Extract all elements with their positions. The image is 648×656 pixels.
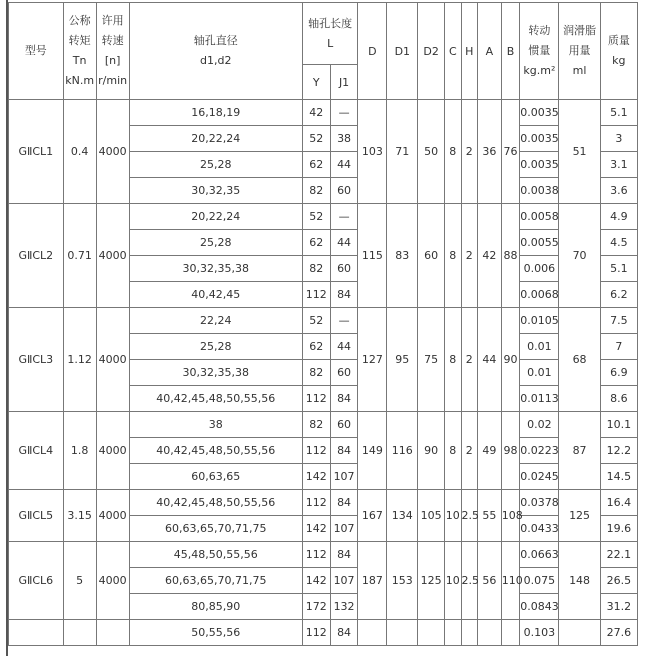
cell-D2 — [418, 620, 445, 646]
cell-torque: 0.71 — [63, 204, 96, 308]
header-B: B — [501, 3, 520, 100]
cell-length-Y: 112 — [302, 542, 330, 568]
cell-model: GⅡCL6 — [9, 542, 64, 620]
header-grease: 润滑脂 用量 ml — [559, 3, 600, 100]
cell-B: 90 — [501, 308, 520, 412]
cell-inertia: 0.0433 — [520, 516, 559, 542]
cell-length-J1: 44 — [330, 230, 358, 256]
cell-D: 167 — [358, 490, 387, 542]
cell-speed: 4000 — [96, 542, 129, 620]
cell-inertia: 0.0245 — [520, 464, 559, 490]
cell-A: 56 — [478, 542, 502, 620]
cell-speed: 4000 — [96, 100, 129, 204]
cell-length-Y: 112 — [302, 490, 330, 516]
table-row — [9, 620, 638, 646]
header-H: H — [461, 3, 477, 100]
cell-A — [478, 620, 502, 646]
cell-length-Y: 112 — [302, 438, 330, 464]
cell-C — [445, 620, 461, 646]
cell-speed: 4000 — [96, 412, 129, 490]
cell-speed: 4000 — [96, 308, 129, 412]
cell-inertia: 0.075 — [520, 568, 559, 594]
cell-H — [461, 620, 477, 646]
cell-length-Y: 52 — [302, 126, 330, 152]
coupling-spec-table — [8, 2, 638, 646]
cell-D1: 116 — [387, 412, 418, 490]
table-row — [9, 100, 638, 126]
table-row — [9, 542, 638, 568]
cell-length-Y: 172 — [302, 594, 330, 620]
cell-C: 8 — [445, 412, 461, 490]
cell-bore-diameter: 80,85,90 — [129, 594, 302, 620]
cell-bore-diameter: 30,32,35,38 — [129, 256, 302, 282]
cell-length-Y: 142 — [302, 516, 330, 542]
cell-A: 49 — [478, 412, 502, 490]
cell-inertia: 0.0035 — [520, 152, 559, 178]
cell-model: GⅡCL1 — [9, 100, 64, 204]
cell-mass: 6.9 — [600, 360, 637, 386]
cell-grease: 87 — [559, 412, 600, 490]
cell-D2: 75 — [418, 308, 445, 412]
cell-mass: 27.6 — [600, 620, 637, 646]
cell-bore-diameter: 45,48,50,55,56 — [129, 542, 302, 568]
cell-length-J1: 84 — [330, 490, 358, 516]
header-J1: J1 — [330, 65, 358, 100]
cell-H: 2 — [461, 412, 477, 490]
header-C: C — [445, 3, 461, 100]
cell-length-J1: 38 — [330, 126, 358, 152]
cell-length-J1: 60 — [330, 412, 358, 438]
cell-length-J1: 44 — [330, 152, 358, 178]
cell-mass: 4.9 — [600, 204, 637, 230]
cell-mass: 5.1 — [600, 100, 637, 126]
cell-torque: 3.15 — [63, 490, 96, 542]
cell-inertia: 0.103 — [520, 620, 559, 646]
spec-table-body — [9, 3, 638, 646]
cell-inertia: 0.0038 — [520, 178, 559, 204]
cell-inertia: 0.006 — [520, 256, 559, 282]
cell-D: 103 — [358, 100, 387, 204]
cell-length-J1: 107 — [330, 568, 358, 594]
cell-grease: 125 — [559, 490, 600, 542]
cell-torque: 5 — [63, 542, 96, 620]
cell-bore-diameter: 25,28 — [129, 152, 302, 178]
cell-length-Y: 82 — [302, 412, 330, 438]
cell-bore-diameter: 16,18,19 — [129, 100, 302, 126]
cell-grease: 68 — [559, 308, 600, 412]
cell-H: 2.5 — [461, 542, 477, 620]
cell-mass: 22.1 — [600, 542, 637, 568]
cell-length-J1: 132 — [330, 594, 358, 620]
cell-length-J1: 84 — [330, 386, 358, 412]
cell-model: GⅡCL3 — [9, 308, 64, 412]
cell-B — [501, 620, 520, 646]
header-inertia: 转动 惯量 kg.m² — [520, 3, 559, 100]
cell-length-Y: 62 — [302, 230, 330, 256]
cell-bore-diameter: 30,32,35,38 — [129, 360, 302, 386]
cell-B: 88 — [501, 204, 520, 308]
cell-length-Y: 142 — [302, 568, 330, 594]
cell-bore-diameter: 20,22,24 — [129, 126, 302, 152]
cell-H: 2 — [461, 308, 477, 412]
cell-mass: 3 — [600, 126, 637, 152]
cell-model — [9, 620, 64, 646]
cell-D1: 95 — [387, 308, 418, 412]
cell-length-J1: — — [330, 308, 358, 334]
cell-D2: 125 — [418, 542, 445, 620]
header-Y: Y — [302, 65, 330, 100]
cell-inertia: 0.0223 — [520, 438, 559, 464]
cell-D1: 83 — [387, 204, 418, 308]
cell-grease: 70 — [559, 204, 600, 308]
cell-inertia: 0.0068 — [520, 282, 559, 308]
header-bore-diameter: 轴孔直径 d1,d2 — [129, 3, 302, 100]
header-row-1 — [9, 3, 638, 65]
cell-model: GⅡCL4 — [9, 412, 64, 490]
cell-inertia: 0.0378 — [520, 490, 559, 516]
cell-A: 36 — [478, 100, 502, 204]
cell-length-J1: 84 — [330, 438, 358, 464]
cell-speed: 4000 — [96, 204, 129, 308]
cell-mass: 8.6 — [600, 386, 637, 412]
cell-B: 98 — [501, 412, 520, 490]
cell-torque — [63, 620, 96, 646]
cell-C: 8 — [445, 308, 461, 412]
cell-torque: 1.8 — [63, 412, 96, 490]
cell-length-Y: 62 — [302, 334, 330, 360]
cell-length-Y: 42 — [302, 100, 330, 126]
cell-bore-diameter: 60,63,65,70,71,75 — [129, 516, 302, 542]
cell-inertia: 0.02 — [520, 412, 559, 438]
cell-D1: 153 — [387, 542, 418, 620]
cell-mass: 14.5 — [600, 464, 637, 490]
cell-D2: 50 — [418, 100, 445, 204]
cell-C: 10 — [445, 542, 461, 620]
cell-D2: 60 — [418, 204, 445, 308]
cell-H: 2.5 — [461, 490, 477, 542]
cell-mass: 12.2 — [600, 438, 637, 464]
cell-D1: 134 — [387, 490, 418, 542]
cell-bore-diameter: 40,42,45 — [129, 282, 302, 308]
cell-A: 42 — [478, 204, 502, 308]
header-model: 型号 — [9, 3, 64, 100]
cell-speed — [96, 620, 129, 646]
cell-bore-diameter: 22,24 — [129, 308, 302, 334]
cell-inertia: 0.0035 — [520, 126, 559, 152]
cell-grease: 51 — [559, 100, 600, 204]
cell-torque: 0.4 — [63, 100, 96, 204]
cell-mass: 31.2 — [600, 594, 637, 620]
cell-length-J1: 60 — [330, 256, 358, 282]
cell-length-J1: 84 — [330, 542, 358, 568]
cell-length-Y: 82 — [302, 360, 330, 386]
cell-bore-diameter: 40,42,45,48,50,55,56 — [129, 386, 302, 412]
cell-bore-diameter: 50,55,56 — [129, 620, 302, 646]
cell-mass: 7 — [600, 334, 637, 360]
cell-model: GⅡCL2 — [9, 204, 64, 308]
cell-inertia: 0.01 — [520, 360, 559, 386]
table-row — [9, 412, 638, 438]
cell-length-Y: 112 — [302, 386, 330, 412]
cell-D: 187 — [358, 542, 387, 620]
header-mass: 质量 kg — [600, 3, 637, 100]
cell-inertia: 0.0058 — [520, 204, 559, 230]
cell-D2: 90 — [418, 412, 445, 490]
cell-D: 115 — [358, 204, 387, 308]
cell-length-Y: 142 — [302, 464, 330, 490]
cell-D1 — [387, 620, 418, 646]
cell-mass: 19.6 — [600, 516, 637, 542]
cell-inertia: 0.0113 — [520, 386, 559, 412]
cell-C: 8 — [445, 204, 461, 308]
cell-inertia: 0.0105 — [520, 308, 559, 334]
cell-mass: 3.6 — [600, 178, 637, 204]
cell-mass: 5.1 — [600, 256, 637, 282]
cell-bore-diameter: 25,28 — [129, 230, 302, 256]
cell-length-Y: 82 — [302, 178, 330, 204]
cell-B: 110 — [501, 542, 520, 620]
cell-length-J1: 60 — [330, 178, 358, 204]
cell-length-J1: 60 — [330, 360, 358, 386]
cell-mass: 16.4 — [600, 490, 637, 516]
cell-mass: 26.5 — [600, 568, 637, 594]
cell-length-J1: 107 — [330, 516, 358, 542]
cell-B: 108 — [501, 490, 520, 542]
cell-length-Y: 52 — [302, 204, 330, 230]
cell-D1: 71 — [387, 100, 418, 204]
cell-bore-diameter: 60,63,65 — [129, 464, 302, 490]
cell-D: 149 — [358, 412, 387, 490]
cell-mass: 3.1 — [600, 152, 637, 178]
cell-H: 2 — [461, 204, 477, 308]
cell-bore-diameter: 40,42,45,48,50,55,56 — [129, 438, 302, 464]
cell-torque: 1.12 — [63, 308, 96, 412]
cell-A: 44 — [478, 308, 502, 412]
cell-inertia: 0.0035 — [520, 100, 559, 126]
cell-D2: 105 — [418, 490, 445, 542]
header-A: A — [478, 3, 502, 100]
cell-length-J1: 44 — [330, 334, 358, 360]
cell-grease — [559, 620, 600, 646]
cell-mass: 4.5 — [600, 230, 637, 256]
cell-length-Y: 112 — [302, 620, 330, 646]
cell-mass: 10.1 — [600, 412, 637, 438]
cell-A: 55 — [478, 490, 502, 542]
cell-bore-diameter: 30,32,35 — [129, 178, 302, 204]
cell-mass: 6.2 — [600, 282, 637, 308]
cell-bore-diameter: 60,63,65,70,71,75 — [129, 568, 302, 594]
cell-length-J1: 84 — [330, 282, 358, 308]
cell-length-J1: — — [330, 100, 358, 126]
cell-D — [358, 620, 387, 646]
header-speed: 许用 转速 [n] r/min — [96, 3, 129, 100]
cell-bore-diameter: 25,28 — [129, 334, 302, 360]
header-D2: D2 — [418, 3, 445, 100]
cell-length-Y: 82 — [302, 256, 330, 282]
cell-inertia: 0.0663 — [520, 542, 559, 568]
cell-mass: 7.5 — [600, 308, 637, 334]
cell-length-J1: — — [330, 204, 358, 230]
cell-grease: 148 — [559, 542, 600, 620]
table-row — [9, 308, 638, 334]
cell-model: GⅡCL5 — [9, 490, 64, 542]
cell-length-J1: 107 — [330, 464, 358, 490]
header-D1: D1 — [387, 3, 418, 100]
cell-C: 10 — [445, 490, 461, 542]
cell-length-J1: 84 — [330, 620, 358, 646]
cell-inertia: 0.0843 — [520, 594, 559, 620]
cell-length-Y: 112 — [302, 282, 330, 308]
header-bore-length: 轴孔长度 L — [302, 3, 358, 65]
header-D: D — [358, 3, 387, 100]
cell-inertia: 0.01 — [520, 334, 559, 360]
cell-length-Y: 52 — [302, 308, 330, 334]
table-row — [9, 204, 638, 230]
cell-D: 127 — [358, 308, 387, 412]
cell-inertia: 0.0055 — [520, 230, 559, 256]
header-torque: 公称 转矩 Tn kN.m — [63, 3, 96, 100]
cell-bore-diameter: 38 — [129, 412, 302, 438]
cell-C: 8 — [445, 100, 461, 204]
cell-bore-diameter: 20,22,24 — [129, 204, 302, 230]
cell-H: 2 — [461, 100, 477, 204]
table-row — [9, 490, 638, 516]
cell-speed: 4000 — [96, 490, 129, 542]
cell-bore-diameter: 40,42,45,48,50,55,56 — [129, 490, 302, 516]
cell-B: 76 — [501, 100, 520, 204]
cell-length-Y: 62 — [302, 152, 330, 178]
